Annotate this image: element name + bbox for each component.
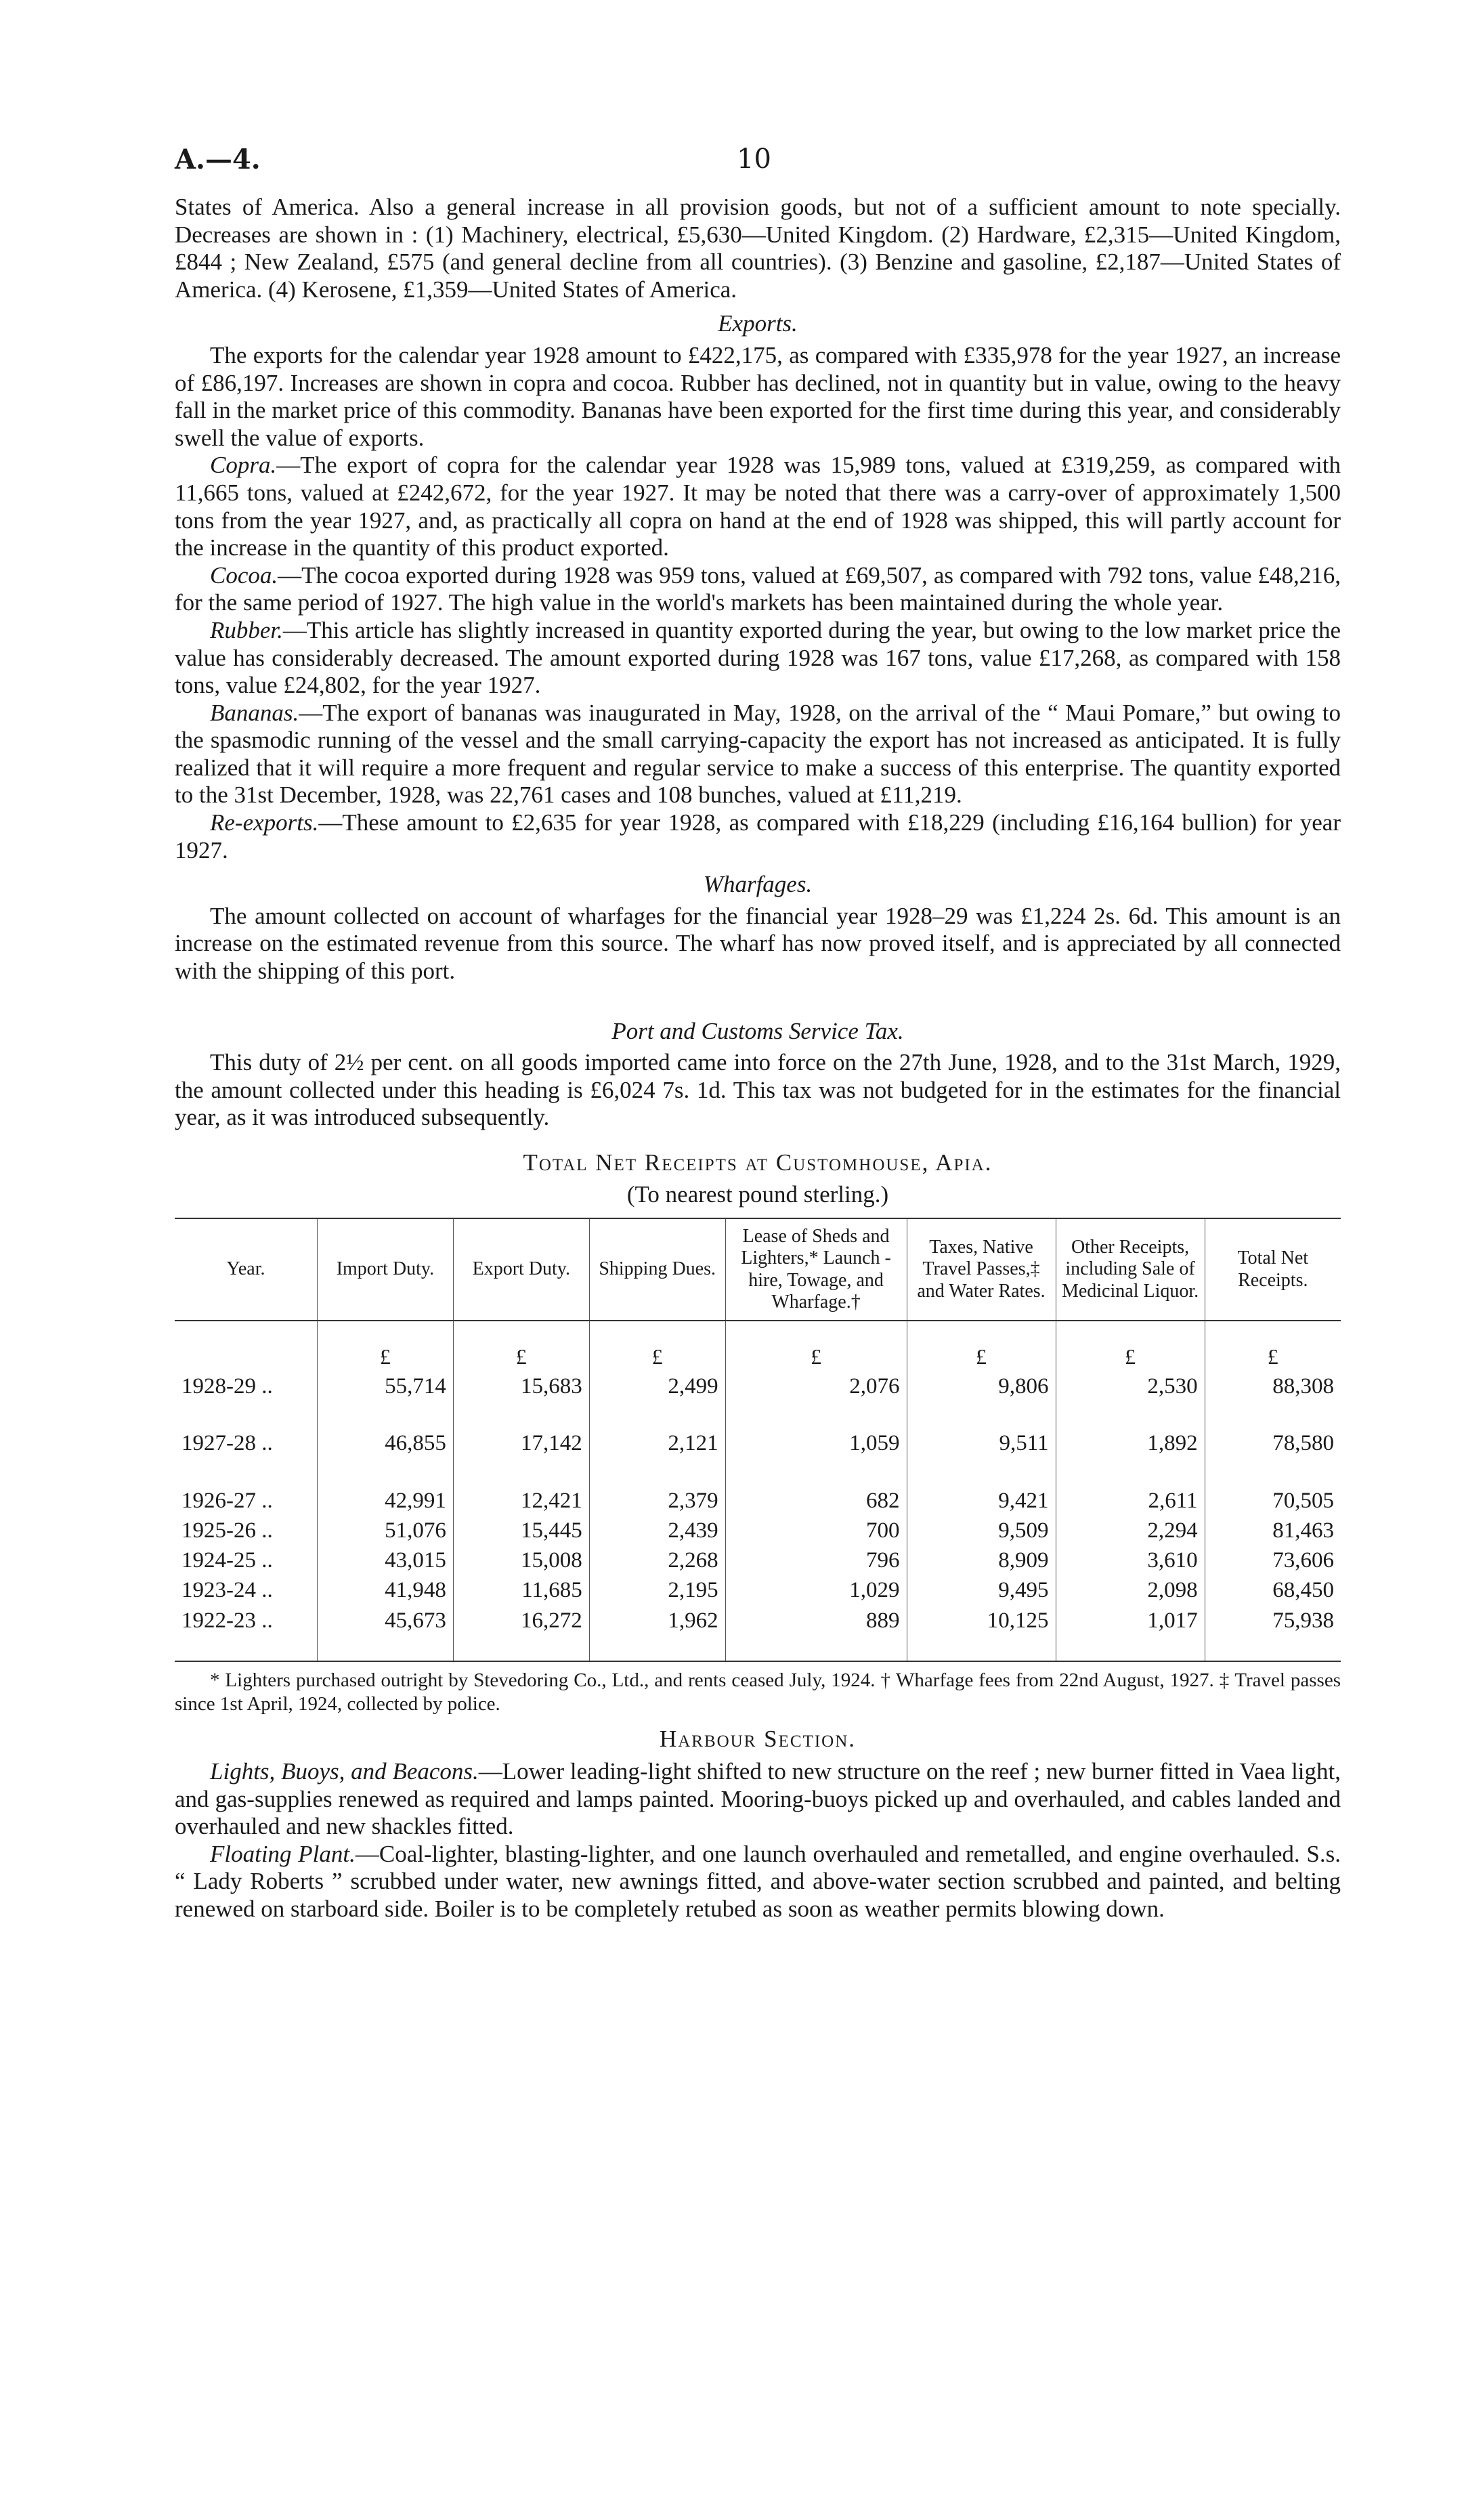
export-duty-cell: 11,685 <box>453 1575 589 1605</box>
rubber-text: —This article has slightly increased in quantity exported during the year, but owing to the low market price the value has considerably decreased. The amount exported during 1928 was 167 tons, value £17,268, as compared with 158 tons, value £24,802, for the year 1927. <box>175 616 1341 699</box>
receipts-table <box>175 1218 1341 1662</box>
table-subtitle: (To nearest pound sterling.) <box>626 1180 889 1208</box>
total-cell: 70,505 <box>1205 1486 1341 1516</box>
port-tax-heading: Port and Customs Service Tax. <box>611 1017 904 1044</box>
taxes-cell: 9,421 <box>907 1486 1056 1516</box>
import-duty-cell: 42,991 <box>317 1486 453 1516</box>
exports-heading: Exports. <box>718 310 798 337</box>
col-header-other-receipts: Other Receipts, including Sale of Medicinal Liquor. <box>1056 1218 1205 1321</box>
shipping-dues-cell: 2,121 <box>589 1428 725 1458</box>
total-cell: 68,450 <box>1205 1575 1341 1605</box>
table-row <box>175 1428 1341 1458</box>
port-tax-paragraph: This duty of 2½ per cent. on all goods imported came into force on the 27th June, 1928, and to the 31st March, 1929, the amount collected under this heading is £6,024 7s. 1d. This tax was not budgeted for in the estimates for the financial year, as it was introduced subsequently. <box>175 1049 1341 1131</box>
other-receipts-cell: 2,294 <box>1056 1516 1205 1545</box>
total-cell: 75,938 <box>1205 1606 1341 1661</box>
col-header-import-duty: Import Duty. <box>317 1218 453 1321</box>
copra-text: —The export of copra for the calendar year 1928 was 15,989 tons, valued at £319,259, as compared with 11,665 tons, valued at £242,672, for the year 1927. It may be noted that there was a carry-over of approximately 1,500 tons from the year 1927, and, as practically all copra on hand at the end of 1928 was shipped, this will partly account for the increase in the quantity of this product exported. <box>175 452 1341 561</box>
table-row <box>175 1575 1341 1605</box>
year-cell: 1922-23 .. <box>175 1606 317 1661</box>
cocoa-label: Cocoa. <box>210 561 278 589</box>
other-receipts-cell: 2,098 <box>1056 1575 1205 1605</box>
table-title: Total Net Receipts at Customhouse, Apia. <box>523 1149 993 1176</box>
year-cell: 1923-24 .. <box>181 1578 273 1603</box>
cocoa-text: —The cocoa exported during 1928 was 959 tons, valued at £69,507, as compared with 792 tons, value £48,216, for the same period of 1927. The high value in the world's markets has been maintained during the whole year. <box>175 561 1341 616</box>
other-receipts-cell: 2,530 <box>1056 1371 1205 1401</box>
taxes-cell: 10,125 <box>907 1606 1056 1661</box>
taxes-cell: 9,806 <box>907 1371 1056 1401</box>
col-header-year: Year. <box>175 1218 317 1321</box>
lights-paragraph <box>175 1758 1341 1841</box>
year-cell: 1928-29 .. <box>181 1374 273 1399</box>
year-cell: 1926-27 .. <box>181 1488 273 1513</box>
import-duty-cell: 55,714 <box>317 1371 453 1401</box>
year-cell: 1925-26 .. <box>181 1518 273 1543</box>
table-header-row <box>175 1218 1341 1321</box>
bananas-label: Bananas. <box>210 699 299 726</box>
import-duty-cell: 46,855 <box>317 1428 453 1458</box>
lease-cell: 796 <box>725 1545 907 1575</box>
table-row <box>175 1606 1341 1661</box>
currency-symbol: £ <box>317 1321 453 1371</box>
currency-unit-row <box>175 1321 1341 1371</box>
currency-symbol: £ <box>907 1321 1056 1371</box>
exports-intro-paragraph: The exports for the calendar year 1928 amount to £422,175, as compared with £335,978 for the year 1927, an increase of £86,197. Increases are shown in copra and cocoa. Rubber has declined, not in quantity but in value, owing to the heavy fall in the market price of this commodity. Bananas have been exported for the first time during this year, and considerably swell the value of exports. <box>175 341 1341 451</box>
import-duty-cell: 45,673 <box>317 1606 453 1661</box>
lease-cell: 1,059 <box>725 1428 907 1458</box>
col-header-taxes: Taxes, Native Travel Passes,‡ and Water Rates. <box>907 1218 1056 1321</box>
export-duty-cell: 17,142 <box>453 1428 589 1458</box>
cocoa-paragraph <box>175 562 1341 617</box>
table-row <box>175 1545 1341 1575</box>
lease-cell: 889 <box>725 1606 907 1661</box>
document-body <box>175 194 1341 1923</box>
table-row <box>175 1371 1341 1401</box>
row-spacer <box>175 1459 1341 1486</box>
import-duty-cell: 43,015 <box>317 1545 453 1575</box>
lights-label: Lights, Buoys, and Beacons. <box>210 1758 479 1785</box>
bananas-text: —The export of bananas was inaugurated in May, 1928, on the arrival of the “ Maui Pomare,” but owing to the spasmodic running of the vessel and the small carrying-capacity the export has not increased as anticipated. It is fully realized that it will require a more frequent and regular service to make a success of this enterprise. The quantity exported to the 31st December, 1928, was 22,761 cases and 108 bunches, valued at £11,219. <box>175 699 1341 809</box>
lease-cell: 700 <box>725 1516 907 1545</box>
floating-plant-label: Floating Plant. <box>210 1840 356 1867</box>
copra-paragraph <box>175 452 1341 561</box>
other-receipts-cell: 2,611 <box>1056 1486 1205 1516</box>
export-duty-cell: 16,272 <box>453 1606 589 1661</box>
lease-cell: 1,029 <box>725 1575 907 1605</box>
intro-continuation-paragraph: States of America. Also a general increase in all provision goods, but not of a sufficient amount to note specially. Decreases are shown in : (1) Machinery, electrical, £5,630—United Kingdom. (2) Hardware, £2,315—United Kingdom, £844 ; New Zealand, £575 (and general decline from all countries). (3) Benzine and gasoline, £2,187—United States of America. (4) Kerosene, £1,359—United States of America. <box>175 194 1341 303</box>
rubber-paragraph <box>175 617 1341 700</box>
lease-cell: 2,076 <box>725 1371 907 1401</box>
total-cell: 81,463 <box>1205 1516 1341 1545</box>
taxes-cell: 9,509 <box>907 1516 1056 1545</box>
col-header-lease: Lease of Sheds and Lighters,* Launch - hire, Towage, and Wharfage.† <box>725 1218 907 1321</box>
shipping-dues-cell: 1,962 <box>589 1606 725 1661</box>
import-duty-cell: 51,076 <box>317 1516 453 1545</box>
copra-label: Copra. <box>210 452 277 479</box>
harbour-section-heading: Harbour Section. <box>659 1725 857 1752</box>
wharfages-heading: Wharfages. <box>703 871 813 898</box>
lease-cell: 682 <box>725 1486 907 1516</box>
currency-symbol: £ <box>1056 1321 1205 1371</box>
shipping-dues-cell: 2,379 <box>589 1486 725 1516</box>
reexports-label: Re-exports. <box>210 809 319 836</box>
export-duty-cell: 12,421 <box>453 1486 589 1516</box>
taxes-cell: 9,495 <box>907 1575 1056 1605</box>
other-receipts-cell: 1,017 <box>1056 1606 1205 1661</box>
table-row <box>175 1486 1341 1516</box>
reexports-text: —These amount to £2,635 for year 1928, as compared with £18,229 (including £16,164 bullion) for year 1927. <box>175 809 1341 863</box>
other-receipts-cell: 1,892 <box>1056 1428 1205 1458</box>
table-row <box>175 1516 1341 1545</box>
currency-symbol: £ <box>725 1321 907 1371</box>
bananas-paragraph <box>175 700 1341 809</box>
rubber-label: Rubber. <box>210 616 283 643</box>
floating-plant-text: —Coal-lighter, blasting-lighter, and one launch overhauled and remetalled, and engine overhauled. S.s. “ Lady Roberts ” scrubbed under water, new awnings fitted, and above-water section scrubbed and painted, and belting renewed on starboard side. Boiler is to be completely retubed as soon as weather permits blowing down. <box>175 1840 1341 1923</box>
unit-cell-blank <box>175 1321 317 1371</box>
shipping-dues-cell: 2,499 <box>589 1371 725 1401</box>
section-spacer <box>175 985 1341 1011</box>
shipping-dues-cell: 2,195 <box>589 1575 725 1605</box>
export-duty-cell: 15,683 <box>453 1371 589 1401</box>
currency-symbol: £ <box>589 1321 725 1371</box>
total-cell: 88,308 <box>1205 1371 1341 1401</box>
col-header-total: Total Net Receipts. <box>1205 1218 1341 1321</box>
lights-text: —Lower leading-light shifted to new structure on the reef ; new burner fitted in Vaea light, and gas-supplies renewed as required and lamps painted. Mooring-buoys picked up and overhauled, and cables landed and overhauled and new shackles fitted. <box>175 1758 1341 1840</box>
other-receipts-cell: 3,610 <box>1056 1545 1205 1575</box>
floating-plant-paragraph <box>175 1841 1341 1923</box>
shipping-dues-cell: 2,439 <box>589 1516 725 1545</box>
reexports-paragraph <box>175 809 1341 864</box>
wharfages-paragraph: The amount collected on account of wharfages for the financial year 1928–29 was £1,224 2s. 6d. This amount is an increase on the estimated revenue from this source. The wharf has now proved itself, and is appreciated by all connected with the shipping of this port. <box>175 902 1341 985</box>
year-cell: 1924-25 .. <box>181 1548 273 1573</box>
col-header-shipping-dues: Shipping Dues. <box>589 1218 725 1321</box>
table-footnote: * Lighters purchased outright by Stevedoring Co., Ltd., and rents ceased July, 1924. † Wharfage fees from 22nd August, 1927. ‡ Travel passes since 1st April, 1924, collected by police. <box>175 1669 1341 1715</box>
col-header-export-duty: Export Duty. <box>453 1218 589 1321</box>
export-duty-cell: 15,445 <box>453 1516 589 1545</box>
total-cell: 78,580 <box>1205 1428 1341 1458</box>
page-number: 10 <box>737 144 771 175</box>
import-duty-cell: 41,948 <box>317 1575 453 1605</box>
currency-symbol: £ <box>453 1321 589 1371</box>
row-spacer <box>175 1401 1341 1428</box>
shipping-dues-cell: 2,268 <box>589 1545 725 1575</box>
taxes-cell: 9,511 <box>907 1428 1056 1458</box>
total-cell: 73,606 <box>1205 1545 1341 1575</box>
export-duty-cell: 15,008 <box>453 1545 589 1575</box>
year-cell: 1927-28 .. <box>181 1431 273 1456</box>
document-reference: A.—4. <box>175 144 261 175</box>
taxes-cell: 8,909 <box>907 1545 1056 1575</box>
currency-symbol: £ <box>1205 1321 1341 1371</box>
